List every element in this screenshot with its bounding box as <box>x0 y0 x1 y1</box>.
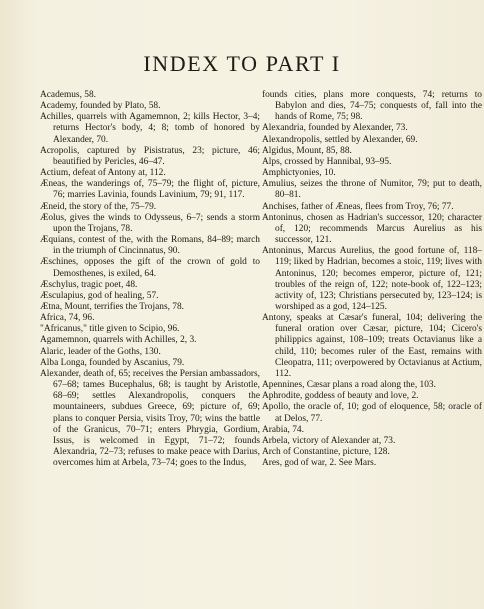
index-entry: Alaric, leader of the Goths, 130. <box>40 346 161 357</box>
index-column-left <box>40 90 260 469</box>
index-entry: Aphrodite, goddess of beauty and love, 2. <box>262 391 419 402</box>
index-entry: Ætna, Mount, terrifies the Trojans, 78. <box>40 301 185 312</box>
index-entry: Apennines, Cæsar plans a road along the, 103. <box>262 380 436 391</box>
index-entry: Africa, 74, 96. <box>40 313 95 324</box>
index-entry: Arabia, 74. <box>262 424 304 435</box>
index-entry: Antony, speaks at Cæsar's funeral, 104; delivering the funeral oration over Cæsar, picture, 104; Cicero's philippics against, 108–109; treats Octavianus like a child, 110; becomes ruler of the East, remains with Cleopatra, 111; overpowered by Octavianus at Actium, 112. <box>262 313 482 379</box>
index-entry: Alps, crossed by Hannibal, 93–95. <box>262 156 392 167</box>
index-entry: Æneas, the wanderings of, 75–79; the flight of, picture, 76; marries Lavinia, founds Lavinium, 79; 91, 117. <box>40 179 260 201</box>
index-entry: Algidus, Mount, 85, 88. <box>262 145 352 156</box>
index-entry: Alexander, death of, 65; receives the Persian ambassadors, 67–68; tames Bucephalus, 68; is taught by Aristotle, 68–69; settles Alexandropolis, conquers the mountaineers, subdues Greece, 69; picture of, 69; plans to conquer Persia, visits Troy, 70; wins the battle of the Granicus, 70–71; enters Phrygia, Gordium, Issus, is welcomed in Egypt, 71–72; founds Alexandria, 72–73; refuses to make peace with Darius, overcomes him at Arbela, 73–74; goes to the Indus, <box>40 368 260 469</box>
index-entry: Academus, 58. <box>40 90 96 100</box>
index-entry: Æquians, contest of the, with the Romans, 84–89; march in the triumph of Cincinnatus, 90. <box>40 235 260 257</box>
index-entry: "Africanus," title given to Scipio, 96. <box>40 324 180 335</box>
index-entry: Amphictyonies, 10. <box>262 168 336 179</box>
index-entry: Ares, god of war, 2. See Mars. <box>262 458 377 469</box>
index-entry: Æschines, opposes the gift of the crown of gold to Demosthenes, is exiled, 64. <box>40 257 260 279</box>
index-entry: Alba Longa, founded by Ascanius, 79. <box>40 357 185 368</box>
index-entry: Agamemnon, quarrels with Achilles, 2, 3. <box>40 335 197 346</box>
index-entry: Achilles, quarrels with Agamemnon, 2; kills Hector, 3–4; returns Hector's body, 4; 8; tomb of honored by Alexander, 70. <box>40 112 260 145</box>
index-entry: Alexandria, founded by Alexander, 73. <box>262 123 408 134</box>
index-entry: Apollo, the oracle of, 10; god of eloquence, 58; oracle of at Delos, 77. <box>262 402 482 424</box>
index-entry: Arbela, victory of Alexander at, 73. <box>262 435 396 446</box>
index-entry: Academy, founded by Plato, 58. <box>40 101 161 112</box>
index-entry: Amulius, seizes the throne of Numitor, 79; put to death, 80–81. <box>262 179 482 201</box>
index-entry: Æsculapius, god of healing, 57. <box>40 290 159 301</box>
index-entry: Æschylus, tragic poet, 48. <box>40 279 138 290</box>
index-entry: Æolus, gives the winds to Odysseus, 6–7; sends a storm upon the Trojans, 78. <box>40 212 260 234</box>
index-entry: Antoninus, Marcus Aurelius, the good fortune of, 118–119; liked by Hadrian, becomes a stoic, 119; lives with Antoninus, 120; becomes emperor, picture of, 121; troubles of the reign of, 122; note-book of, 122–123; activity of, 123; Christians persecuted by, 123–124; is worshiped as a god, 124–125. <box>262 246 482 312</box>
index-entry: Actium, defeat of Antony at, 112. <box>40 168 166 179</box>
index-entry: Alexandropolis, settled by Alexander, 69. <box>262 134 418 145</box>
index-entry: Acropolis, captured by Pisistratus, 23; picture, 46; beautified by Pericles, 46–47. <box>40 145 260 167</box>
index-entry: Æneid, the story of the, 75–79. <box>40 201 157 212</box>
page-title: INDEX TO PART I <box>143 51 341 76</box>
index-column-right <box>262 90 482 469</box>
index-entry: Arch of Constantine, picture, 128. <box>262 447 390 457</box>
index-entry: founds cities, plans more conquests, 74; returns to Babylon and dies, 74–75; conquests of, fall into the hands of Rome, 75; 98. <box>262 90 482 123</box>
index-entry: Anchises, father of Æneas, flees from Troy, 76; 77. <box>262 201 454 212</box>
index-entry: Antoninus, chosen as Hadrian's successor, 120; character of, 120; recommends Marcus Aurelius as his successor, 121. <box>262 212 482 246</box>
